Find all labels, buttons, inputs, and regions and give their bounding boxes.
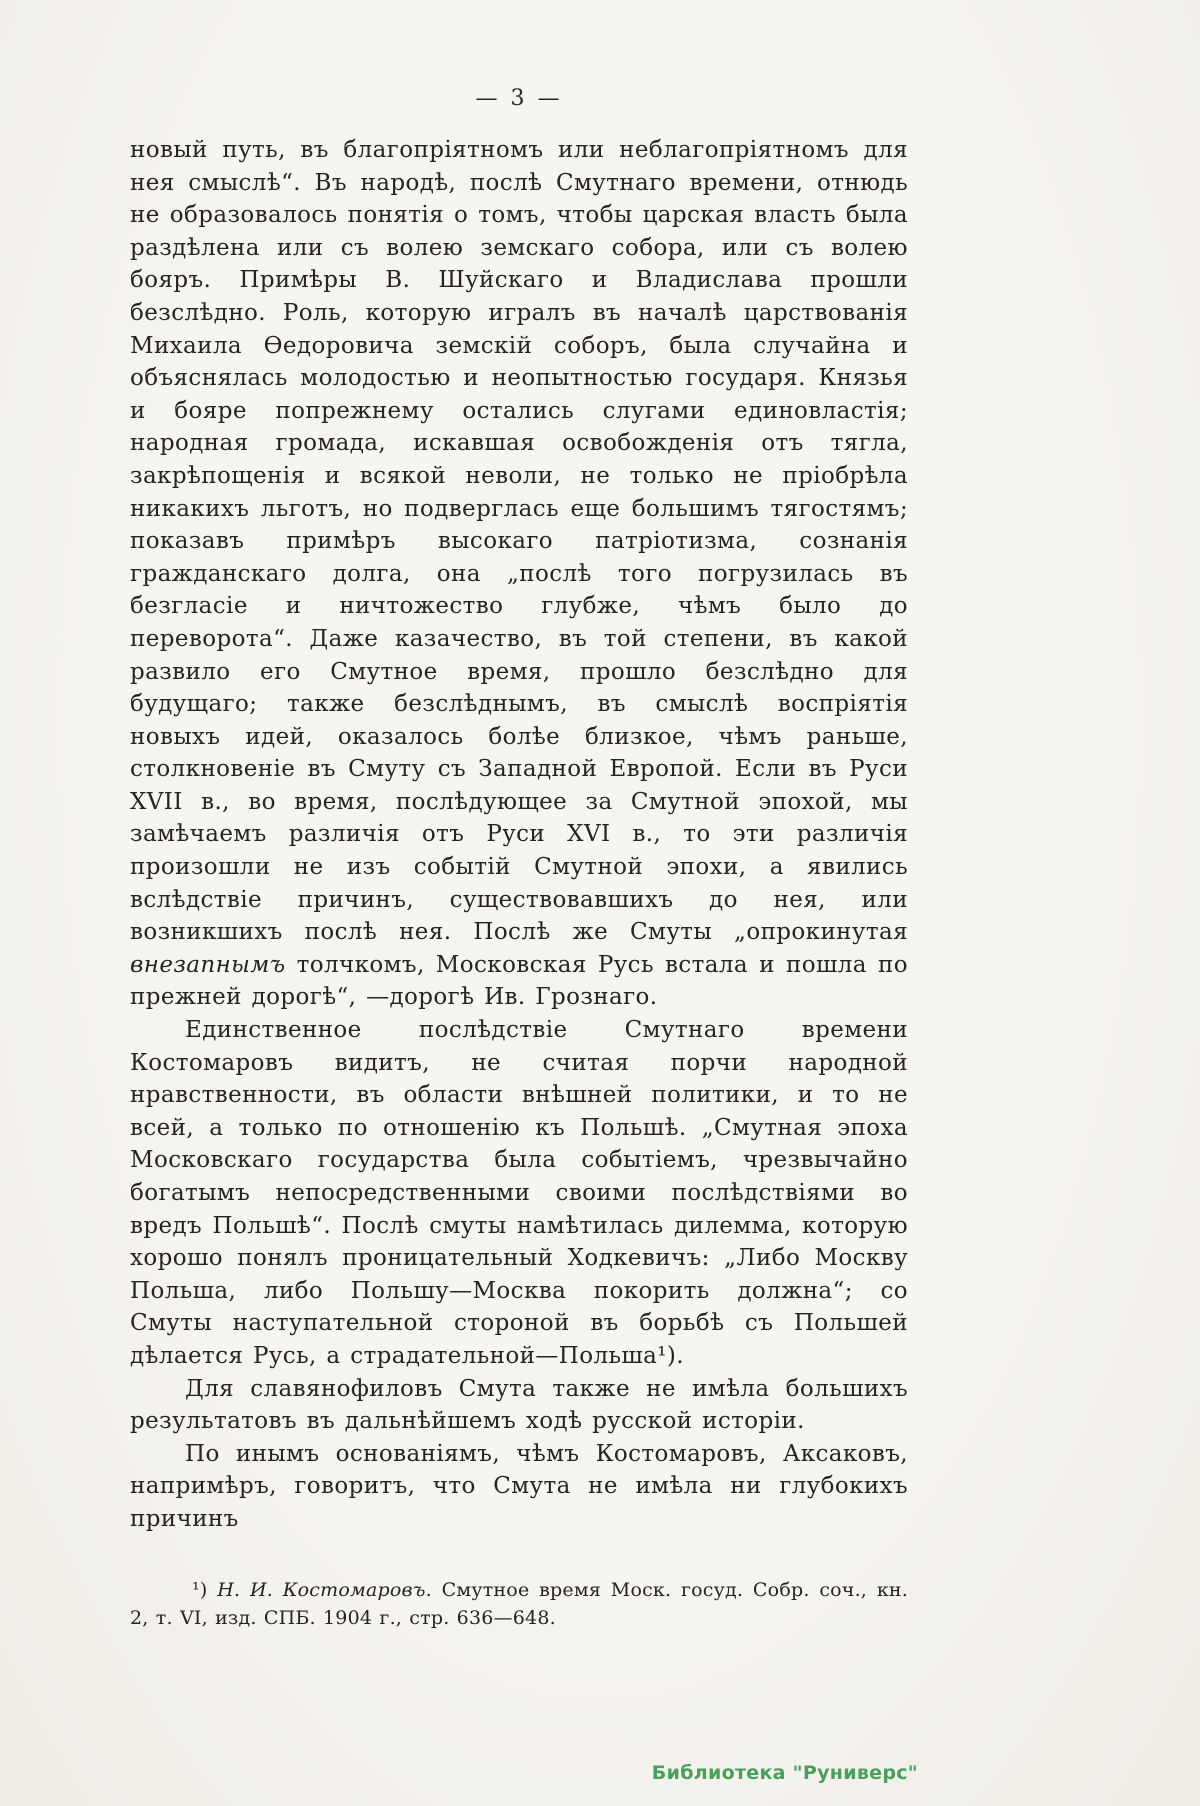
paragraph xyxy=(130,1014,908,1373)
library-watermark: Библиотека "Руниверс" xyxy=(651,1762,918,1784)
text-segment: толчкомъ, Московская Русь встала и пошла по прежней дорогѣ“, —дорогѣ Ив. Грознаго. xyxy=(130,951,908,1011)
footnote-text xyxy=(130,1576,908,1633)
text-segment: Для славянофиловъ Смута также не имѣла большихъ результатовъ въ дальнѣйшемъ ходѣ русской исторіи. xyxy=(130,1375,908,1435)
paragraph xyxy=(130,1373,908,1438)
page-number: — 3 — xyxy=(475,86,563,111)
footnote xyxy=(130,1576,908,1633)
text-segment: новый путь, въ благопріятномъ или неблагопріятномъ для нея смыслѣ“. Въ народѣ, послѣ Смутнаго времени, отнюдь не образовалось понятія о томъ, чтобы царская власть была раздѣлена или съ волею земскаго собора, или съ волею бояръ. Примѣры В. Шуйскаго и Владислава прошли безслѣдно. Роль, которую игралъ въ началѣ царствованія Михаила Ѳедоровича земскій соборъ, была случайна и объяснялась молодостью и неопытностью государя. Князья и бояре попрежнему остались слугами единовластія; народная громада, искавшая освобожденія отъ тягла, закрѣпощенія и всякой неволи, не только не пріобрѣла никакихъ льготъ, но подверглась еще большимъ тягостямъ; показавъ примѣръ высокаго патріотизма, сознанія гражданскаго долга, она „послѣ того погрузилась въ безгласіе и ничтожество глубже, чѣмъ было до переворота“. Даже казачество, въ той степени, въ какой развило его Смутное время, прошло безслѣдно для будущаго; также безслѣднымъ, въ смыслѣ воспріятія новыхъ идей, оказалось болѣе близкое, чѣмъ раньше, столкновеніе въ Смуту съ Западной Европой. Если въ Руси XVII в., во время, послѣдующее за Смутной эпохой, мы замѣчаемъ различія отъ Руси XVI в., то эти различія произошли не изъ событій Смутной эпохи, а явились вслѣдствіе причинъ, существовавшихъ до нея, или возникшихъ послѣ нея. Послѣ же Смуты „опрокинутая xyxy=(130,137,908,946)
paragraph xyxy=(130,1438,908,1536)
text-segment: По инымъ основаніямъ, чѣмъ Костомаровъ, Аксаковъ, напримѣръ, говоритъ, что Смута не имѣла ни глубокихъ причинъ xyxy=(130,1440,908,1532)
text-block xyxy=(130,134,908,1633)
text-segment: ¹) xyxy=(192,1578,218,1601)
paragraph xyxy=(130,134,908,1014)
text-segment: Единственное послѣдствіе Смутнаго времени Костомаровъ видитъ, не считая порчи народной нравственности, въ области внѣшней политики, и то не всей, а только по отношенію къ Польшѣ. „Смутная эпоха Московскаго государства была событіемъ, чрезвычайно богатымъ непосредственными своими послѣдствіями во вредъ Польшѣ“. Послѣ смуты намѣтилась дилемма, которую хорошо понялъ проницательный Ходкевичъ: „Либо Москву Польша, либо Польшу—Москва покорить должна“; со Смуты наступательной стороной въ борьбѣ съ Польшей дѣлается Русь, а страдательной—Польша¹). xyxy=(130,1017,908,1369)
text-segment: внезапнымъ xyxy=(130,951,286,978)
text-segment: Смутное время Моск. госуд. Собр. соч., кн. 2, т. VI, изд. СПБ. 1904 г., стр. 636—648. xyxy=(130,1578,908,1630)
paragraphs xyxy=(130,134,908,1536)
text-segment: Н. И. Костомаровъ. xyxy=(217,1578,432,1601)
